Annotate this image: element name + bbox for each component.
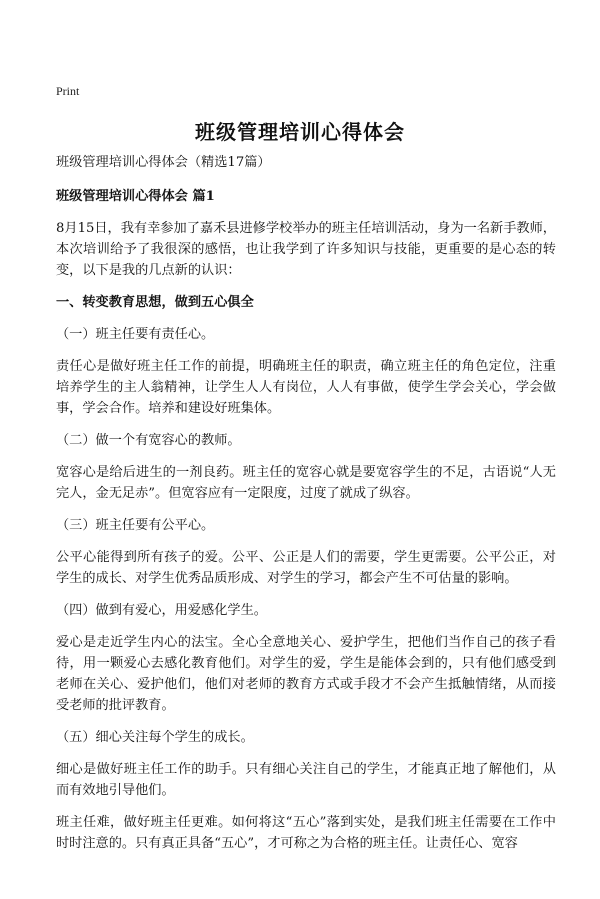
item-1-body: 责任心是做好班主任工作的前提，明确班主任的职责，确立班主任的角色定位，注重培养学生的主人翁精神，让学生人人有岗位，人人有事做，使学生学会关心，学会做事，学会合作。培养和建设好班集体。 <box>56 359 556 416</box>
item-2-title: （二）做一个有宽容心的教师。 <box>56 433 241 448</box>
intro-paragraph: 8月15日，我有幸参加了嘉禾县进修学校举办的班主任培训活动，身为一名新手教师，本次培训给予了我很深的感悟，也让我学到了许多知识与技能，更重要的是心态的转变，以下是我的几点新的认识： <box>56 221 556 278</box>
article-heading: 班级管理培训心得体会 篇1 <box>56 189 215 204</box>
item-3-body: 公平心能得到所有孩子的爱。公平、公正是人们的需要，学生更需要。公平公正，对学生的成长、对学生优秀品质形成、对学生的学习，都会产生不可估量的影响。 <box>56 550 556 586</box>
page-title: 班级管理培训心得体会 <box>195 120 405 144</box>
item-5-body: 细心是做好班主任工作的助手。只有细心关注自己的学生，才能真正地了解他们，从而有效地引导他们。 <box>56 762 556 798</box>
item-5-title: （五）细心关注每个学生的成长。 <box>56 730 254 745</box>
item-3-title: （三）班主任要有公平心。 <box>56 518 215 533</box>
section-heading-1: 一、转变教育思想，做到五心俱全 <box>56 295 254 310</box>
print-label: Print <box>56 84 80 98</box>
item-4-title: （四）做到有爱心，用爱感化学生。 <box>56 603 267 618</box>
closing-paragraph: 班主任难，做好班主任更难。如何将这“五心”落到实处，是我们班主任需要在工作中时时注意的。只有真正具备“五心”，才可称之为合格的班主任。让责任心、宽容 <box>56 815 556 851</box>
item-1-title: （一）班主任要有责任心。 <box>56 327 215 342</box>
item-4-body: 爱心是走近学生内心的法宝。全心全意地关心、爱护学生，把他们当作自己的孩子看待，用一颗爱心去感化教育他们。对学生的爱，学生是能体会到的，只有他们感受到老师在关心、爱护他们，他们对老师的教育方式或手段才不会产生抵触情绪，从而接受老师的批评教育。 <box>56 635 556 713</box>
item-2-body: 宽容心是给后进生的一剂良药。班主任的宽容心就是要宽容学生的不足，古语说“人无完人，金无足赤”。但宽容应有一定限度，过度了就成了纵容。 <box>56 465 556 501</box>
document-body <box>56 152 556 865</box>
document-subtitle: 班级管理培训心得体会（精选17篇） <box>56 155 271 170</box>
